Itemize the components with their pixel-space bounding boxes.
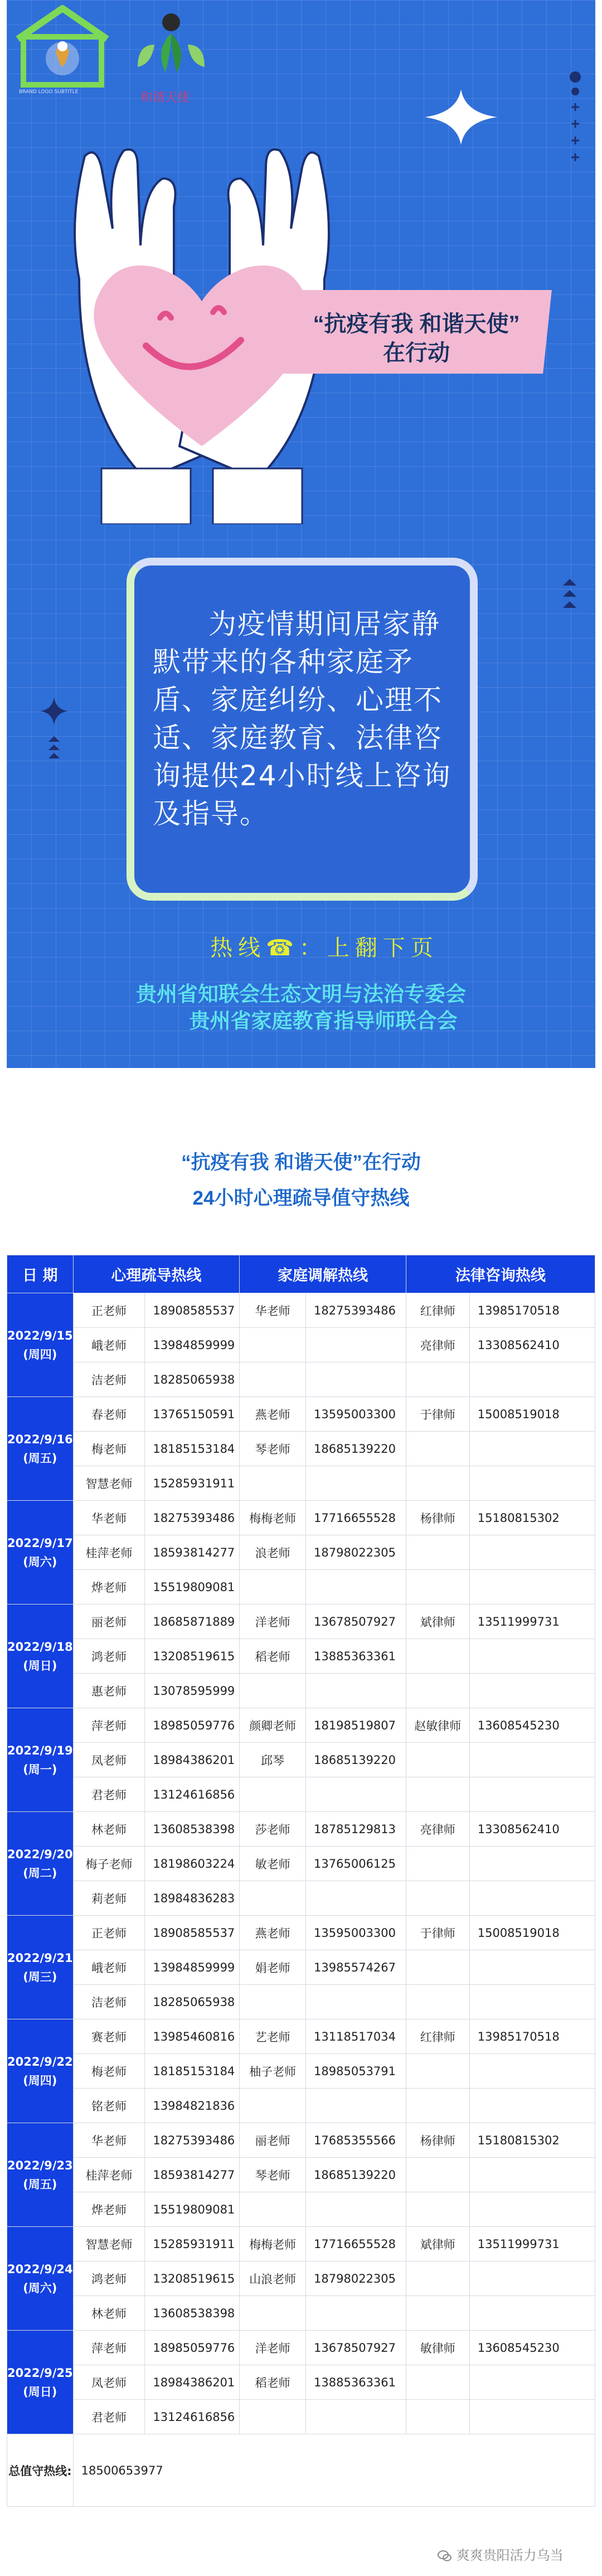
psych-name: 华老师 bbox=[73, 2123, 145, 2158]
family-phone: 17685355566 bbox=[306, 2123, 406, 2158]
total-row bbox=[7, 2434, 595, 2507]
legal-phone bbox=[469, 2365, 595, 2400]
legal-phone: 15008519018 bbox=[469, 1916, 595, 1950]
legal-name: 杨律师 bbox=[406, 1501, 469, 1535]
psych-phone: 18185153184 bbox=[145, 2054, 240, 2089]
table-row bbox=[7, 2227, 595, 2261]
table-row bbox=[7, 1466, 595, 1501]
family-name bbox=[240, 1985, 306, 2019]
psych-name: 烨老师 bbox=[73, 2192, 145, 2227]
psych-phone: 18593814277 bbox=[145, 2158, 240, 2192]
psych-phone: 15285931911 bbox=[145, 2227, 240, 2261]
table-row bbox=[7, 1950, 595, 1985]
legal-name bbox=[406, 1985, 469, 2019]
psych-name: 君老师 bbox=[73, 2400, 145, 2434]
poster bbox=[7, 0, 595, 1068]
legal-name bbox=[406, 1362, 469, 1397]
legal-name bbox=[406, 2158, 469, 2192]
psych-name: 君老师 bbox=[73, 1777, 145, 1812]
psych-name: 春老师 bbox=[73, 1397, 145, 1432]
psych-phone: 15519809081 bbox=[145, 1570, 240, 1604]
family-phone: 13595003300 bbox=[306, 1397, 406, 1432]
legal-phone bbox=[469, 1847, 595, 1881]
date-cell bbox=[7, 1501, 74, 1604]
table-row bbox=[7, 2331, 595, 2365]
table-body bbox=[7, 1293, 595, 2507]
legal-phone bbox=[469, 2400, 595, 2434]
legal-phone bbox=[469, 1950, 595, 1985]
family-phone bbox=[306, 1881, 406, 1916]
weekday-value: (周五) bbox=[23, 1451, 57, 1465]
psych-phone: 15519809081 bbox=[145, 2192, 240, 2227]
family-name bbox=[240, 1777, 306, 1812]
family-name: 华老师 bbox=[240, 1293, 306, 1328]
table-row bbox=[7, 1777, 595, 1812]
psych-name: 梅老师 bbox=[73, 2054, 145, 2089]
psych-phone: 13984821836 bbox=[145, 2089, 240, 2123]
weekday-value: (周四) bbox=[23, 2074, 57, 2087]
psych-phone: 13608538398 bbox=[145, 2296, 240, 2331]
psych-name: 凤老师 bbox=[73, 1743, 145, 1777]
family-phone bbox=[306, 2400, 406, 2434]
family-name: 琴老师 bbox=[240, 2158, 306, 2192]
psych-phone: 18985059776 bbox=[145, 1708, 240, 1743]
legal-phone bbox=[469, 1362, 595, 1397]
legal-name: 于律师 bbox=[406, 1397, 469, 1432]
family-phone bbox=[306, 1985, 406, 2019]
legal-name: 于律师 bbox=[406, 1916, 469, 1950]
family-name bbox=[240, 1362, 306, 1397]
family-name bbox=[240, 1328, 306, 1362]
date-cell bbox=[7, 2019, 74, 2123]
psych-name: 峨老师 bbox=[73, 1950, 145, 1985]
date-cell bbox=[7, 1397, 74, 1501]
table-row bbox=[7, 1708, 595, 1743]
family-name: 颜卿老师 bbox=[240, 1708, 306, 1743]
date-cell bbox=[7, 2227, 74, 2331]
family-phone bbox=[306, 1362, 406, 1397]
table-row bbox=[7, 1881, 595, 1916]
legal-name bbox=[406, 1777, 469, 1812]
date-value: 2022/9/25 bbox=[7, 2366, 73, 2380]
psych-name: 丽老师 bbox=[73, 1604, 145, 1639]
organizer-line1: 贵州省知联会生态文明与法治专委会 bbox=[136, 983, 466, 1006]
psych-phone: 18908585537 bbox=[145, 1916, 240, 1950]
family-phone bbox=[306, 1570, 406, 1604]
family-phone: 17716655528 bbox=[306, 1501, 406, 1535]
table-row bbox=[7, 1293, 595, 1328]
family-name bbox=[240, 2400, 306, 2434]
family-name bbox=[240, 2089, 306, 2123]
message-text: 为疫情期间居家静默带来的各种家庭矛盾、家庭纠纷、心理不适、家庭教育、法律咨询提供24小时线上咨询及指导。 bbox=[153, 608, 452, 830]
family-phone: 13118517034 bbox=[306, 2019, 406, 2054]
date-cell bbox=[7, 2331, 74, 2434]
legal-phone bbox=[469, 2192, 595, 2227]
family-name: 浪老师 bbox=[240, 1535, 306, 1570]
family-phone: 13885363361 bbox=[306, 2365, 406, 2400]
weekday-value: (周二) bbox=[23, 1866, 57, 1880]
legal-phone bbox=[469, 1639, 595, 1674]
legal-name bbox=[406, 1432, 469, 1466]
psych-phone: 18275393486 bbox=[145, 2123, 240, 2158]
legal-phone bbox=[469, 1777, 595, 1812]
legal-name bbox=[406, 1639, 469, 1674]
legal-phone: 15008519018 bbox=[469, 1397, 595, 1432]
weekday-value: (周六) bbox=[23, 2281, 57, 2295]
triangle-decoration-icon bbox=[559, 574, 581, 619]
date-cell bbox=[7, 1812, 74, 1916]
header-date: 日 期 bbox=[7, 1255, 74, 1293]
slogan-line2: 在行动 bbox=[383, 341, 450, 365]
psych-phone: 13078595999 bbox=[145, 1674, 240, 1708]
legal-phone bbox=[469, 2158, 595, 2192]
family-name bbox=[240, 1674, 306, 1708]
family-phone: 17716655528 bbox=[306, 2227, 406, 2261]
psych-phone: 13984859999 bbox=[145, 1328, 240, 1362]
psych-name: 梅子老师 bbox=[73, 1847, 145, 1881]
wechat-icon bbox=[438, 2549, 452, 2563]
family-name: 梅梅老师 bbox=[240, 1501, 306, 1535]
family-phone bbox=[306, 2296, 406, 2331]
legal-name bbox=[406, 2054, 469, 2089]
family-phone: 13678507927 bbox=[306, 2331, 406, 2365]
legal-name: 亮律师 bbox=[406, 1812, 469, 1847]
table-row bbox=[7, 1916, 595, 1950]
family-name bbox=[240, 2296, 306, 2331]
psych-name: 峨老师 bbox=[73, 1328, 145, 1362]
family-name: 艺老师 bbox=[240, 2019, 306, 2054]
psych-name: 鸿老师 bbox=[73, 1639, 145, 1674]
weekday-value: (周六) bbox=[23, 1555, 57, 1569]
date-value: 2022/9/17 bbox=[7, 1536, 73, 1550]
table-row bbox=[7, 2192, 595, 2227]
family-name bbox=[240, 1570, 306, 1604]
legal-phone: 13308562410 bbox=[469, 1812, 595, 1847]
psych-name: 莉老师 bbox=[73, 1881, 145, 1916]
table-header-row bbox=[7, 1255, 595, 1293]
psych-phone: 18185153184 bbox=[145, 1432, 240, 1466]
table-title-line2: 24小时心理疏导值守热线 bbox=[192, 1187, 410, 1209]
weekday-value: (周日) bbox=[23, 2385, 57, 2399]
psych-phone: 13208519615 bbox=[145, 1639, 240, 1674]
legal-name: 赵敏律师 bbox=[406, 1708, 469, 1743]
psych-phone: 18285065938 bbox=[145, 1985, 240, 2019]
legal-name: 斌律师 bbox=[406, 2227, 469, 2261]
date-value: 2022/9/22 bbox=[7, 2055, 73, 2068]
table-row bbox=[7, 2261, 595, 2296]
legal-phone: 13985170518 bbox=[469, 2019, 595, 2054]
family-name bbox=[240, 1466, 306, 1501]
psych-phone: 13984859999 bbox=[145, 1950, 240, 1985]
family-name: 梅梅老师 bbox=[240, 2227, 306, 2261]
family-name: 洋老师 bbox=[240, 2331, 306, 2365]
legal-name bbox=[406, 1535, 469, 1570]
family-name: 莎老师 bbox=[240, 1812, 306, 1847]
legal-phone bbox=[469, 1743, 595, 1777]
table-row bbox=[7, 1812, 595, 1847]
table-row bbox=[7, 2089, 595, 2123]
header-psych: 心理疏导热线 bbox=[73, 1255, 240, 1293]
legal-name: 亮律师 bbox=[406, 1328, 469, 1362]
legal-name: 红律师 bbox=[406, 1293, 469, 1328]
psych-name: 华老师 bbox=[73, 1501, 145, 1535]
table-row bbox=[7, 1501, 595, 1535]
legal-name bbox=[406, 1674, 469, 1708]
family-name: 山浪老师 bbox=[240, 2261, 306, 2296]
psych-name: 智慧老师 bbox=[73, 2227, 145, 2261]
family-name: 燕老师 bbox=[240, 1916, 306, 1950]
table-row bbox=[7, 1743, 595, 1777]
table-row bbox=[7, 2054, 595, 2089]
cross-decoration-icon bbox=[564, 67, 586, 173]
legal-phone bbox=[469, 2054, 595, 2089]
table-row bbox=[7, 2019, 595, 2054]
psych-name: 烨老师 bbox=[73, 1570, 145, 1604]
family-phone: 13985574267 bbox=[306, 1950, 406, 1985]
psych-phone: 18198603224 bbox=[145, 1847, 240, 1881]
family-phone: 18985053791 bbox=[306, 2054, 406, 2089]
table-row bbox=[7, 2400, 595, 2434]
legal-phone: 13308562410 bbox=[469, 1328, 595, 1362]
family-phone: 18685139220 bbox=[306, 2158, 406, 2192]
psych-name: 萍老师 bbox=[73, 1708, 145, 1743]
date-cell bbox=[7, 2123, 74, 2227]
hotline-text: 热线☎：上翻下页 bbox=[210, 935, 439, 961]
family-name: 洋老师 bbox=[240, 1604, 306, 1639]
logo-right-text: 和谐天使 bbox=[140, 91, 190, 105]
psych-phone: 13985460816 bbox=[145, 2019, 240, 2054]
legal-name bbox=[406, 1950, 469, 1985]
legal-name bbox=[406, 1743, 469, 1777]
legal-name bbox=[406, 2192, 469, 2227]
family-phone: 18685139220 bbox=[306, 1743, 406, 1777]
table-row bbox=[7, 1362, 595, 1397]
legal-name bbox=[406, 1466, 469, 1501]
family-phone: 13678507927 bbox=[306, 1604, 406, 1639]
legal-name bbox=[406, 2365, 469, 2400]
family-name: 稻老师 bbox=[240, 1639, 306, 1674]
logo-left-subtitle: BRAND LOGO SUBTITLE bbox=[19, 89, 79, 95]
legal-name: 敏律师 bbox=[406, 2331, 469, 2365]
table-row bbox=[7, 1535, 595, 1570]
family-phone bbox=[306, 1466, 406, 1501]
legal-name bbox=[406, 1847, 469, 1881]
header-legal: 法律咨询热线 bbox=[406, 1255, 595, 1293]
legal-phone bbox=[469, 1985, 595, 2019]
weekday-value: (周日) bbox=[23, 1659, 57, 1673]
legal-name: 红律师 bbox=[406, 2019, 469, 2054]
psych-name: 林老师 bbox=[73, 1812, 145, 1847]
table-row bbox=[7, 1604, 595, 1639]
family-name: 燕老师 bbox=[240, 1397, 306, 1432]
family-name bbox=[240, 2192, 306, 2227]
psych-phone: 18984836283 bbox=[145, 1881, 240, 1916]
family-phone: 18798022305 bbox=[306, 2261, 406, 2296]
family-name bbox=[240, 1881, 306, 1916]
table-row bbox=[7, 1674, 595, 1708]
legal-phone bbox=[469, 1570, 595, 1604]
family-name: 娟老师 bbox=[240, 1950, 306, 1985]
psych-phone: 18285065938 bbox=[145, 1362, 240, 1397]
psych-phone: 13208519615 bbox=[145, 2261, 240, 2296]
family-name: 琴老师 bbox=[240, 1432, 306, 1466]
date-value: 2022/9/23 bbox=[7, 2158, 73, 2172]
family-name: 丽老师 bbox=[240, 2123, 306, 2158]
legal-phone bbox=[469, 1674, 595, 1708]
footer-watermark bbox=[438, 2544, 564, 2564]
table-row bbox=[7, 2158, 595, 2192]
date-cell bbox=[7, 1708, 74, 1812]
slogan-line1: “抗疫有我 和谐天使” bbox=[313, 312, 520, 336]
family-phone bbox=[306, 1328, 406, 1362]
psych-name: 惠老师 bbox=[73, 1674, 145, 1708]
legal-phone: 13608545230 bbox=[469, 1708, 595, 1743]
total-phone: 18500653977 bbox=[73, 2434, 595, 2507]
family-phone bbox=[306, 1674, 406, 1708]
table-row bbox=[7, 1397, 595, 1432]
legal-name bbox=[406, 2400, 469, 2434]
date-value: 2022/9/21 bbox=[7, 1951, 73, 1965]
psych-name: 梅老师 bbox=[73, 1432, 145, 1466]
footer-watermark-text: 爽爽贵阳活力乌当 bbox=[456, 2548, 564, 2563]
family-phone: 18198519807 bbox=[306, 1708, 406, 1743]
legal-name bbox=[406, 2261, 469, 2296]
psych-phone: 18984386201 bbox=[145, 1743, 240, 1777]
psych-phone: 18685871889 bbox=[145, 1604, 240, 1639]
psych-phone: 15285931911 bbox=[145, 1466, 240, 1501]
psych-phone: 18984386201 bbox=[145, 2365, 240, 2400]
psych-phone: 18593814277 bbox=[145, 1535, 240, 1570]
date-value: 2022/9/24 bbox=[7, 2262, 73, 2276]
family-phone: 18685139220 bbox=[306, 1432, 406, 1466]
psych-name: 鸿老师 bbox=[73, 2261, 145, 2296]
table-row bbox=[7, 1570, 595, 1604]
psych-name: 桂萍老师 bbox=[73, 2158, 145, 2192]
family-name: 邱琴 bbox=[240, 1743, 306, 1777]
table-row bbox=[7, 2123, 595, 2158]
legal-name bbox=[406, 2296, 469, 2331]
legal-phone: 13608545230 bbox=[469, 2331, 595, 2365]
date-cell bbox=[7, 1916, 74, 2019]
family-phone bbox=[306, 2192, 406, 2227]
slogan-text bbox=[297, 310, 536, 368]
legal-phone bbox=[469, 2089, 595, 2123]
table-row bbox=[7, 1639, 595, 1674]
legal-phone: 15180815302 bbox=[469, 2123, 595, 2158]
family-phone: 18275393486 bbox=[306, 1293, 406, 1328]
psych-phone: 18275393486 bbox=[145, 1501, 240, 1535]
legal-phone bbox=[469, 1881, 595, 1916]
psych-phone: 13765150591 bbox=[145, 1397, 240, 1432]
psych-name: 洁老师 bbox=[73, 1362, 145, 1397]
family-phone: 18785129813 bbox=[306, 1812, 406, 1847]
diamond-decoration-icon bbox=[40, 697, 68, 764]
hotline-schedule-table bbox=[7, 1255, 595, 2507]
table-row bbox=[7, 1985, 595, 2019]
psych-phone: 13124616856 bbox=[145, 1777, 240, 1812]
psych-phone: 13124616856 bbox=[145, 2400, 240, 2434]
psych-phone: 13608538398 bbox=[145, 1812, 240, 1847]
legal-name bbox=[406, 1570, 469, 1604]
table-title-line1: “抗疫有我 和谐天使”在行动 bbox=[181, 1152, 421, 1173]
sparkle-icon bbox=[419, 84, 503, 151]
legal-name bbox=[406, 1881, 469, 1916]
family-name: 稻老师 bbox=[240, 2365, 306, 2400]
date-value: 2022/9/16 bbox=[7, 1432, 73, 1446]
family-phone: 13765006125 bbox=[306, 1847, 406, 1881]
psych-name: 正老师 bbox=[73, 1293, 145, 1328]
date-value: 2022/9/20 bbox=[7, 1847, 73, 1861]
legal-phone bbox=[469, 1535, 595, 1570]
family-phone: 13885363361 bbox=[306, 1639, 406, 1674]
legal-phone: 13985170518 bbox=[469, 1293, 595, 1328]
date-value: 2022/9/19 bbox=[7, 1743, 73, 1757]
legal-phone bbox=[469, 1432, 595, 1466]
psych-name: 凤老师 bbox=[73, 2365, 145, 2400]
psych-name: 萍老师 bbox=[73, 2331, 145, 2365]
legal-phone bbox=[469, 2261, 595, 2296]
psych-name: 智慧老师 bbox=[73, 1466, 145, 1501]
organizer-line2: 贵州省家庭教育指导师联合会 bbox=[189, 1009, 458, 1032]
legal-phone bbox=[469, 1466, 595, 1501]
date-value: 2022/9/18 bbox=[7, 1640, 73, 1654]
table-row bbox=[7, 1432, 595, 1466]
psych-name: 桂萍老师 bbox=[73, 1535, 145, 1570]
psych-phone: 18985059776 bbox=[145, 2331, 240, 2365]
legal-name: 杨律师 bbox=[406, 2123, 469, 2158]
legal-name: 斌律师 bbox=[406, 1604, 469, 1639]
psych-name: 正老师 bbox=[73, 1916, 145, 1950]
weekday-value: (周五) bbox=[23, 2177, 57, 2191]
table-row bbox=[7, 2365, 595, 2400]
family-name: 敏老师 bbox=[240, 1847, 306, 1881]
table-row bbox=[7, 1328, 595, 1362]
weekday-value: (周三) bbox=[23, 1970, 57, 1984]
legal-name bbox=[406, 2089, 469, 2123]
date-cell bbox=[7, 1604, 74, 1708]
weekday-value: (周一) bbox=[23, 1762, 57, 1776]
date-value: 2022/9/15 bbox=[7, 1328, 73, 1342]
family-phone bbox=[306, 2089, 406, 2123]
psych-name: 铭老师 bbox=[73, 2089, 145, 2123]
date-cell bbox=[7, 1293, 74, 1397]
psych-phone: 18908585537 bbox=[145, 1293, 240, 1328]
psych-name: 林老师 bbox=[73, 2296, 145, 2331]
family-name: 柚子老师 bbox=[240, 2054, 306, 2089]
table-row bbox=[7, 1847, 595, 1881]
legal-phone: 13511999731 bbox=[469, 1604, 595, 1639]
family-phone bbox=[306, 1777, 406, 1812]
family-phone: 13595003300 bbox=[306, 1916, 406, 1950]
weekday-value: (周四) bbox=[23, 1347, 57, 1361]
table-row bbox=[7, 2296, 595, 2331]
legal-phone: 13511999731 bbox=[469, 2227, 595, 2261]
psych-name: 洁老师 bbox=[73, 1985, 145, 2019]
family-phone: 18798022305 bbox=[306, 1535, 406, 1570]
total-label: 总值守热线: bbox=[7, 2434, 74, 2507]
legal-phone bbox=[469, 2296, 595, 2331]
legal-phone: 15180815302 bbox=[469, 1501, 595, 1535]
psych-name: 赛老师 bbox=[73, 2019, 145, 2054]
header-family: 家庭调解热线 bbox=[240, 1255, 406, 1293]
